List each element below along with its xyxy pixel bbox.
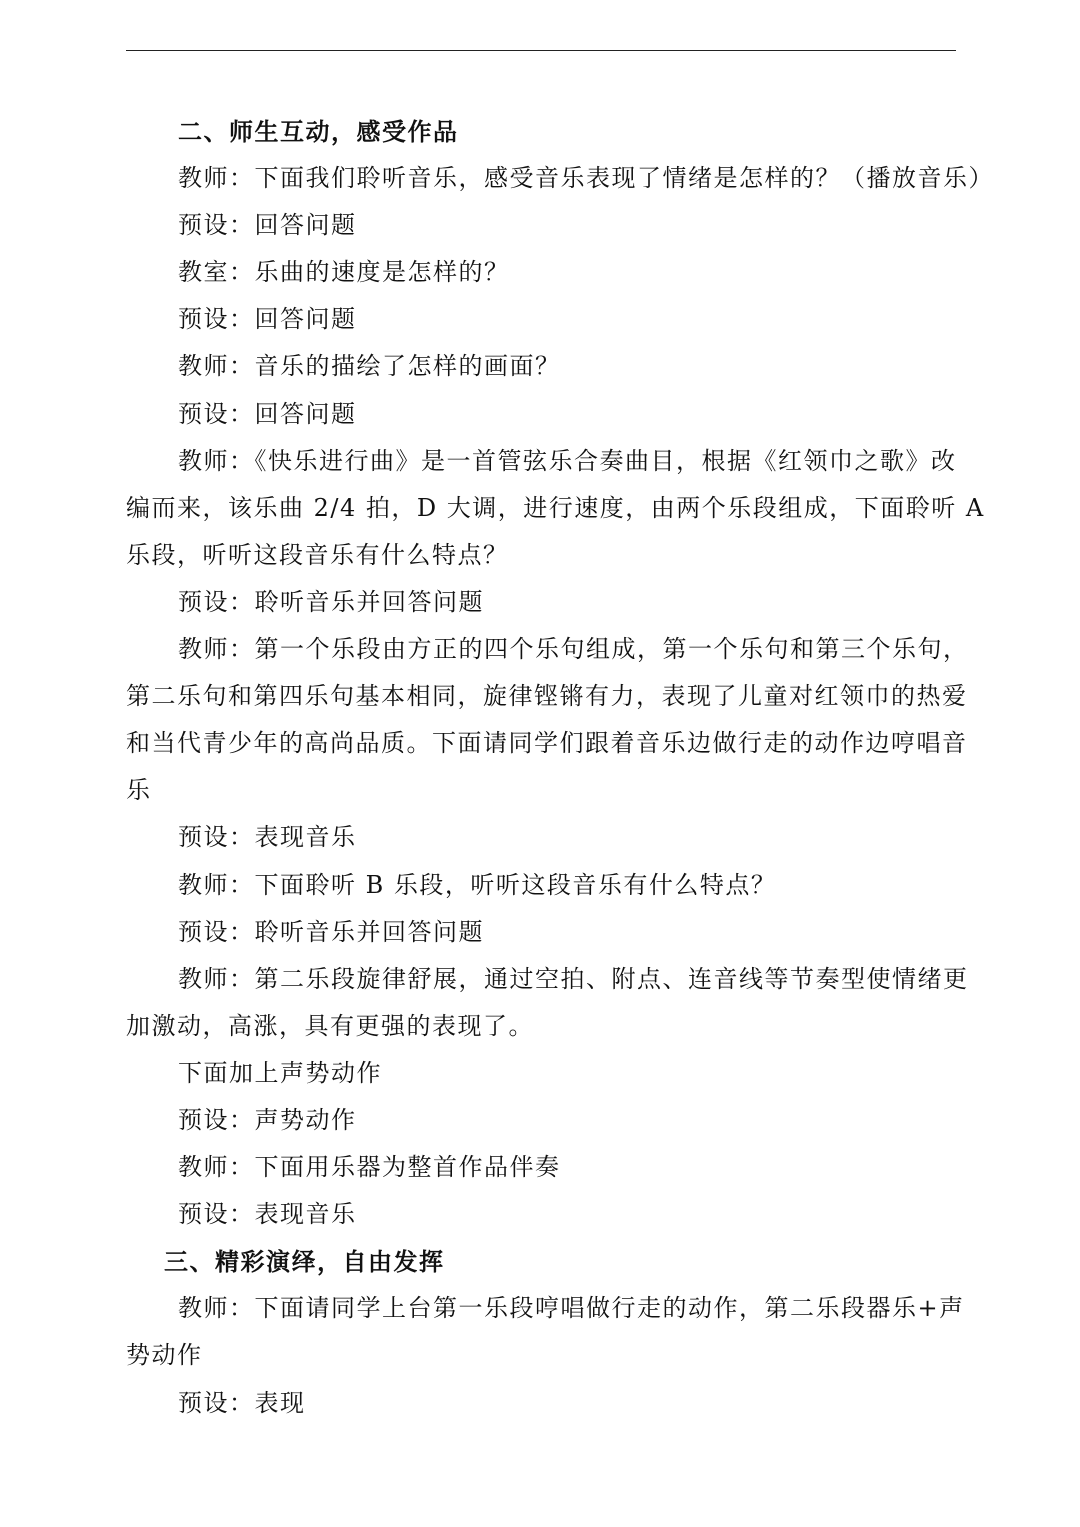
paragraph-line: 势动作: [126, 1341, 203, 1370]
paragraph-line: 教师：《快乐进行曲》是一首管弦乐合奏曲目，根据《红领巾之歌》改: [178, 446, 957, 475]
document-body: [126, 108, 994, 1427]
section-heading-2: 二、师生互动，感受作品: [178, 117, 459, 146]
paragraph: 预设：回答问题: [178, 399, 357, 428]
section-heading-3: 三、精彩演绎，自由发挥: [164, 1247, 445, 1277]
paragraph-line: 教师：第二乐段旋律舒展，通过空拍、附点、连音线等节奏型使情绪更: [178, 964, 969, 993]
paragraph: 预设：聆听音乐并回答问题: [178, 587, 484, 616]
paragraph: 预设：聆听音乐并回答问题: [178, 917, 484, 946]
paragraph: 教师：音乐的描绘了怎样的画面？: [178, 352, 561, 381]
paragraph-line: 教师：下面请同学上台第一乐段哼唱做行走的动作，第二乐段器乐+声: [178, 1294, 965, 1323]
paragraph-line: 教师：第一个乐段由方正的四个乐句组成，第一个乐句和第三个乐句，: [178, 635, 969, 664]
paragraph-line: 和当代青少年的高尚品质。下面请同学们跟着音乐边做行走的动作边哼唱音: [126, 729, 968, 758]
paragraph-line: 加激动，高涨，具有更强的表现了。: [126, 1011, 534, 1040]
paragraph-line: 乐段，听听这段音乐有什么特点？: [126, 540, 509, 569]
paragraph: 预设：表现: [178, 1388, 306, 1417]
paragraph-line: 编而来，该乐曲 2/4 拍，D 大调，进行速度，由两个乐段组成，下面聆听 A: [126, 493, 985, 522]
paragraph: 预设：表现音乐: [178, 823, 357, 852]
paragraph: 预设：回答问题: [178, 211, 357, 240]
paragraph: 教师：下面聆听 B 乐段，听听这段音乐有什么特点？: [178, 870, 777, 899]
paragraph: 教师：下面用乐器为整首作品伴奏: [178, 1153, 561, 1182]
paragraph: 预设：回答问题: [178, 305, 357, 334]
paragraph: 教室：乐曲的速度是怎样的？: [178, 258, 510, 287]
paragraph: 下面加上声势动作: [178, 1058, 382, 1087]
paragraph: 教师：下面我们聆听音乐，感受音乐表现了情绪是怎样的？（播放音乐）: [178, 164, 994, 193]
paragraph: 预设：声势动作: [178, 1105, 357, 1134]
paragraph-line: 第二乐句和第四乐句基本相同，旋律铿锵有力，表现了儿童对红领巾的热爱: [126, 682, 968, 711]
header-rule: [126, 50, 956, 51]
paragraph: 预设：表现音乐: [178, 1200, 357, 1229]
paragraph-line: 乐: [126, 776, 152, 805]
